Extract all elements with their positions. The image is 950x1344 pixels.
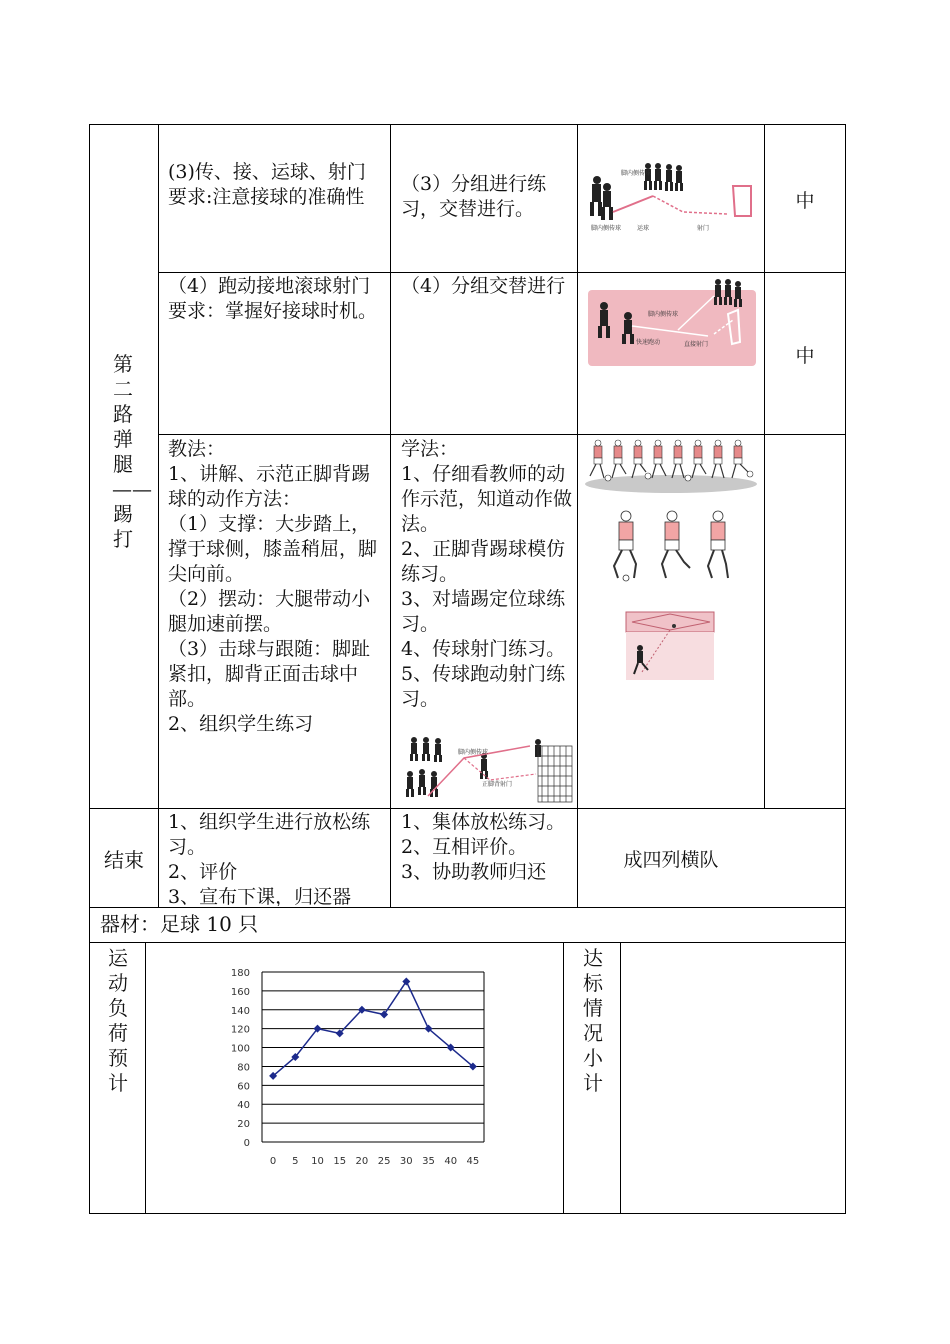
data-point xyxy=(380,1011,388,1019)
method-learning-line: 2、正脚背踢球模仿练习。 xyxy=(401,538,566,585)
row2-teaching-line: （4）跑动接地滚球射门 xyxy=(168,275,371,297)
kicking-players-picture xyxy=(584,438,758,494)
table-border-right xyxy=(845,124,846,1214)
load-label: 运动负荷预计 xyxy=(108,946,128,1095)
ending-learning-line: 1、集体放松练习。 xyxy=(401,811,566,833)
method-teaching xyxy=(168,437,386,737)
method-learning-line: 4、传球射门练习。 xyxy=(401,638,566,660)
x-tick-label: 20 xyxy=(355,1156,369,1167)
col-line-1 xyxy=(158,124,159,907)
row2-diagram xyxy=(588,276,756,366)
row1-teaching xyxy=(168,160,386,210)
row1-learning xyxy=(401,172,573,222)
data-point xyxy=(402,977,410,985)
x-tick-label: 0 xyxy=(269,1156,277,1167)
standard-label: 达标情况小计 xyxy=(583,946,603,1095)
row2-teaching xyxy=(168,274,386,324)
col-line-standard xyxy=(620,942,621,1214)
x-tick-label: 45 xyxy=(466,1156,480,1167)
x-tick-label: 15 xyxy=(333,1156,347,1167)
row1-diagram xyxy=(585,160,757,235)
method-teaching-line: （1）支撑：大步踏上，撑于球侧，膝盖稍屈，脚尖向前。 xyxy=(168,513,378,585)
row-line-5 xyxy=(89,942,846,943)
y-tick-label: 100 xyxy=(230,1043,250,1055)
method-learning-line: 5、传球跑动射门练习。 xyxy=(401,663,566,710)
method-learning xyxy=(401,437,573,712)
load-chart-svg xyxy=(214,962,494,1174)
row2-learning-line: （4）分组交替进行 xyxy=(401,275,566,297)
col-line-chart-right xyxy=(563,942,564,1214)
diagram-label: 快速跑动 xyxy=(636,339,661,346)
section-label: 第二路弹腿——踢打 xyxy=(112,352,152,551)
diagram-label: 运球 xyxy=(637,225,650,232)
row2-learning xyxy=(401,274,573,299)
ending-label: 结束 xyxy=(104,847,144,872)
row1-teaching-line: 要求:注意接球的准确性 xyxy=(168,186,365,208)
x-tick-label: 10 xyxy=(311,1156,324,1167)
pass-shoot-diagram xyxy=(398,734,574,804)
equipment-line: 器材：足球 10 只 xyxy=(100,912,259,936)
row-line-4 xyxy=(89,907,846,908)
passing-dribble-shoot-diagram xyxy=(585,160,757,235)
diagram-label: 直接射门 xyxy=(684,341,709,348)
y-tick-label: 0 xyxy=(243,1138,250,1149)
y-tick-label: 160 xyxy=(230,986,250,998)
ending-teaching-line: 2、评价 xyxy=(168,861,238,883)
run-receive-shoot-diagram xyxy=(588,276,756,366)
method-learning-diagram xyxy=(398,734,574,804)
diagram-label: 射门 xyxy=(697,225,710,232)
x-tick-label: 5 xyxy=(292,1156,299,1167)
col-line-4 xyxy=(764,124,765,808)
diagram-label: 正脚背射门 xyxy=(482,781,513,788)
method-teaching-line: （3）击球与跟随：脚趾紧扣，脚背正面击球中部。 xyxy=(168,638,371,710)
ending-teaching-line: 3、宣布下课，归还器 xyxy=(168,886,352,906)
row-line-2 xyxy=(158,434,846,435)
diagram-label: 脚内侧传球 xyxy=(591,225,622,232)
table-border-bottom xyxy=(89,1213,846,1214)
x-tick-label: 40 xyxy=(444,1156,458,1167)
x-tick-label: 35 xyxy=(422,1156,435,1167)
diagram-label: 脚内侧传球 xyxy=(458,749,489,756)
diagram-label: 脚内侧传球 xyxy=(621,170,652,177)
row1-teaching-line: (3)传、接、运球、射门 xyxy=(168,161,366,183)
ending-teaching-line: 1、组织学生进行放松练习。 xyxy=(168,811,371,858)
col-line-2 xyxy=(390,124,391,907)
method-teaching-line: （2）摆动：大腿带动小腿加速前摆。 xyxy=(168,588,371,635)
method-learning-line: 3、对墙踢定位球练习。 xyxy=(401,588,566,635)
method-teaching-line: 1、讲解、示范正脚背踢球的动作方法： xyxy=(168,463,371,510)
diagram-label: 脚内侧传球 xyxy=(648,311,679,318)
table-border-top xyxy=(89,124,846,125)
running-players-figure xyxy=(604,508,740,584)
wall-kick-figure xyxy=(622,608,716,682)
y-tick-label: 80 xyxy=(237,1062,250,1074)
ending-learning xyxy=(401,810,573,906)
wall-kick-picture xyxy=(622,608,716,682)
y-tick-label: 40 xyxy=(237,1100,250,1112)
ending-learning-line: 3、协助教师归还 xyxy=(401,861,547,883)
x-tick-label: 25 xyxy=(377,1156,391,1167)
table-border-left xyxy=(89,124,90,1214)
ending-formation: 成四列横队 xyxy=(623,848,719,871)
ending-teaching xyxy=(168,810,386,906)
load-chart xyxy=(214,962,494,1174)
row2-intensity: 中 xyxy=(795,344,815,367)
col-line-3 xyxy=(577,124,578,907)
method-teaching-line: 2、组织学生练习 xyxy=(168,713,314,735)
row1-intensity: 中 xyxy=(795,189,815,212)
running-players-picture xyxy=(604,508,740,584)
row-line-3 xyxy=(89,808,846,809)
row1-learning-line: （3）分组进行练习，交替进行。 xyxy=(401,173,547,220)
method-learning-line: 学法： xyxy=(401,438,459,460)
method-teaching-line: 教法： xyxy=(168,438,226,460)
method-learning-line: 1、仔细看教师的动作示范，知道动作做法。 xyxy=(401,463,573,535)
ending-learning-line: 2、互相评价。 xyxy=(401,836,528,858)
y-tick-label: 20 xyxy=(237,1119,250,1131)
col-line-load xyxy=(145,942,146,1214)
y-tick-label: 120 xyxy=(230,1024,250,1036)
y-tick-label: 140 xyxy=(230,1005,250,1017)
row2-teaching-line: 要求：掌握好接球时机。 xyxy=(168,300,378,322)
y-tick-label: 180 xyxy=(230,968,250,979)
kicking-sequence-figure xyxy=(584,438,758,494)
row-line-1 xyxy=(158,272,846,273)
y-tick-label: 60 xyxy=(237,1081,250,1093)
x-tick-label: 30 xyxy=(399,1156,413,1167)
